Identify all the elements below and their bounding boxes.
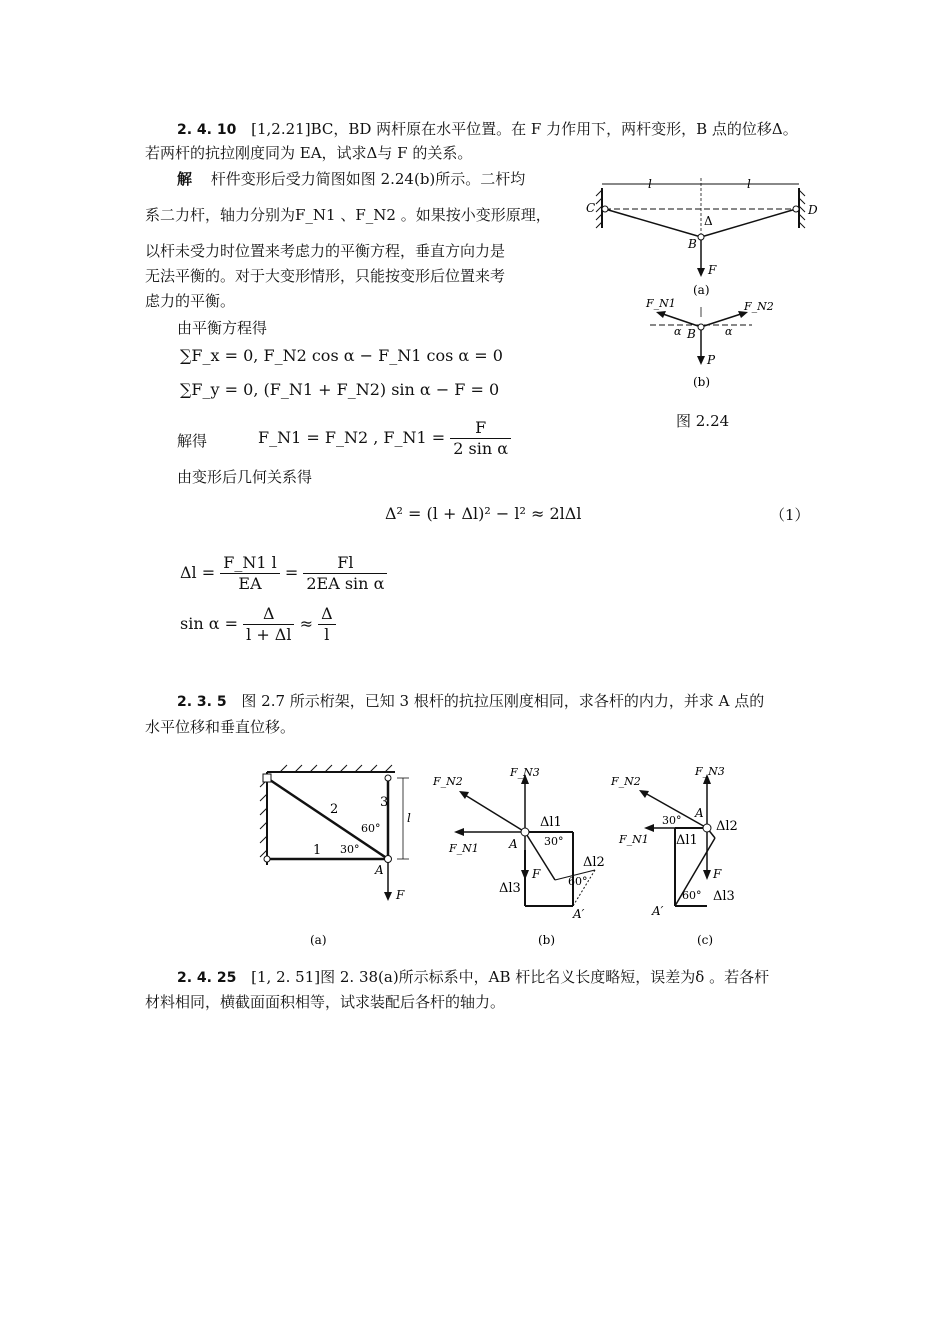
equation-sin-alpha (180, 604, 336, 645)
angle-60: 60° (361, 822, 381, 835)
angle-30: 30° (544, 835, 564, 848)
solution-line2: 系二力杆，轴力分别为F_N1 、F_N2 。如果按小变形原理， (145, 206, 551, 224)
solve-equation (258, 418, 511, 459)
angle-30: 30° (662, 814, 682, 827)
figure-2-24 (580, 170, 830, 400)
fig-label-fn2: F_N2 (744, 300, 774, 313)
label-fn1: F_N1 (449, 842, 479, 855)
sin-frac1 (243, 604, 294, 645)
fig-caption-b: (b) (693, 375, 711, 389)
equation-fy: ∑F_y = 0, (F_N1 + F_N2) sin α − F = 0 (180, 380, 500, 399)
fig-label-c: C (586, 201, 596, 215)
problem-number: 2. 3. 5 (177, 694, 227, 710)
fig-caption-a: (a) (693, 283, 710, 297)
problem-2-3-5-line1 (177, 690, 764, 711)
label-a: A (509, 837, 518, 851)
label-fn3: F_N3 (510, 766, 540, 779)
fig-label-alpha2: α (725, 325, 733, 338)
problem-number: 2. 4. 10 (177, 122, 237, 138)
angle-60: 60° (568, 875, 588, 888)
dl-lhs: Δl = (180, 563, 216, 582)
problem-number: 2. 4. 25 (177, 970, 237, 986)
label-dl3: Δl3 (713, 889, 735, 904)
label-a-prime: A′ (573, 907, 585, 921)
problem-text: BC，BD 两杆原在水平位置。在 F 力作用下，两杆变形，B 点的位移Δ。 (310, 120, 798, 138)
equation-geometry: Δ² = (l + Δl)² − l² ≈ 2lΔl (385, 504, 582, 523)
solve-lhs: F_N1 = F_N2 , F_N1 = (258, 428, 446, 447)
solution-line3: 以杆未受力时位置来考虑力的平衡方程，垂直方向力是 (145, 242, 506, 260)
solve-label: 解得 (177, 432, 208, 450)
figure-caption-2-24: 图 2.24 (676, 412, 730, 430)
label-dl1: Δl1 (540, 815, 562, 830)
solution-line1 (177, 168, 525, 189)
dl-num1: F_N1 l (220, 553, 279, 574)
problem-2-3-5-line2: 水平位移和垂直位移。 (145, 718, 296, 736)
sin-lhs: sin α = (180, 614, 239, 633)
caption-b: (b) (538, 933, 556, 947)
figure-2-7 (255, 760, 815, 950)
label-a: A (695, 806, 704, 820)
solution-line5: 虑力的平衡。 (145, 292, 236, 310)
fig-label-p: P (707, 353, 716, 367)
problem-text: 图 2.7 所示桁架，已知 3 根杆的抗拉压刚度相同，求各杆的内力，并求 A 点的 (241, 692, 765, 710)
fig-l-right: l (747, 177, 751, 191)
dl-den1: EA (238, 574, 262, 593)
label-dl2: Δl2 (716, 819, 738, 834)
label-a-prime: A′ (652, 904, 664, 918)
label-dl3: Δl3 (499, 881, 521, 896)
solve-numerator: F (450, 418, 511, 439)
equilibrium-intro: 由平衡方程得 (177, 319, 268, 337)
dl-den2: 2EA sin α (306, 574, 385, 593)
sin-frac2 (318, 604, 336, 645)
fig-label-alpha1: α (674, 325, 682, 338)
angle-60: 60° (682, 889, 702, 902)
equation-number: （1） (770, 506, 810, 524)
figure-2-7-c (610, 765, 738, 947)
sin-num1: Δ (243, 604, 294, 625)
fig-l-left: l (648, 177, 652, 191)
geometry-intro: 由变形后几何关系得 (177, 468, 313, 486)
fig-label-b: B (688, 237, 697, 251)
label-dl1: Δl1 (676, 833, 698, 848)
label-l: l (407, 811, 411, 825)
label-fn3: F_N3 (695, 765, 725, 778)
solve-denominator: 2 sin α (453, 439, 509, 458)
dl-frac2 (303, 553, 387, 594)
solve-fraction (450, 418, 511, 459)
angle-30: 30° (340, 843, 360, 856)
fig-label-f: F (708, 263, 717, 277)
sin-approx: ≈ (299, 614, 313, 633)
fig-label-delta: Δ (704, 214, 713, 228)
label-a: A (375, 863, 384, 877)
figure-2-7-a (260, 765, 411, 947)
sin-den2: l (324, 625, 330, 644)
label-fn1: F_N1 (619, 833, 649, 846)
figure-2-7-b (432, 766, 605, 947)
fig-label-d: D (808, 203, 818, 217)
label-fn2: F_N2 (433, 775, 463, 788)
problem-2-4-10-line1 (177, 118, 798, 139)
equation-delta-l (180, 553, 387, 594)
problem-text: [1, 2. 51]图 2. 38(a)所示标系中，AB 杆比名义长度略短，误差为δ 。若各杆 (251, 968, 770, 986)
label-dl2: Δl2 (583, 855, 605, 870)
solution-line4: 无法平衡的。对于大变形情形，只能按变形后位置来考 (145, 267, 506, 285)
problem-ref: [1,2.21] (251, 120, 311, 138)
problem-2-4-25-line2: 材料相同，横截面面积相等，试求装配后各杆的轴力。 (145, 993, 506, 1011)
solution-label: 解 (177, 170, 193, 188)
dl-frac1 (220, 553, 279, 594)
sin-den1: l + Δl (246, 625, 292, 644)
sin-num2: Δ (318, 604, 336, 625)
fig-label-b2: B (687, 327, 696, 341)
caption-c: (c) (697, 933, 714, 947)
caption-a: (a) (310, 933, 327, 947)
bar-label-2: 2 (330, 802, 339, 817)
bar-label-1: 1 (313, 843, 322, 858)
equation-fx: ∑F_x = 0, F_N2 cos α − F_N1 cos α = 0 (180, 346, 503, 365)
dl-num2: Fl (303, 553, 387, 574)
solution-text: 杆件变形后受力简图如图 2.24(b)所示。二杆均 (210, 170, 526, 188)
bar-label-3: 3 (380, 795, 389, 810)
problem-text-line2: 若两杆的抗拉刚度同为 EA，试求Δ与 F 的关系。 (145, 144, 473, 162)
label-f: F (532, 867, 541, 881)
label-f: F (713, 867, 722, 881)
fig-label-fn1: F_N1 (646, 297, 676, 310)
label-f: F (396, 888, 405, 902)
label-fn2: F_N2 (611, 775, 641, 788)
problem-2-4-25-line1 (177, 966, 769, 987)
dl-equals: = (284, 563, 299, 582)
